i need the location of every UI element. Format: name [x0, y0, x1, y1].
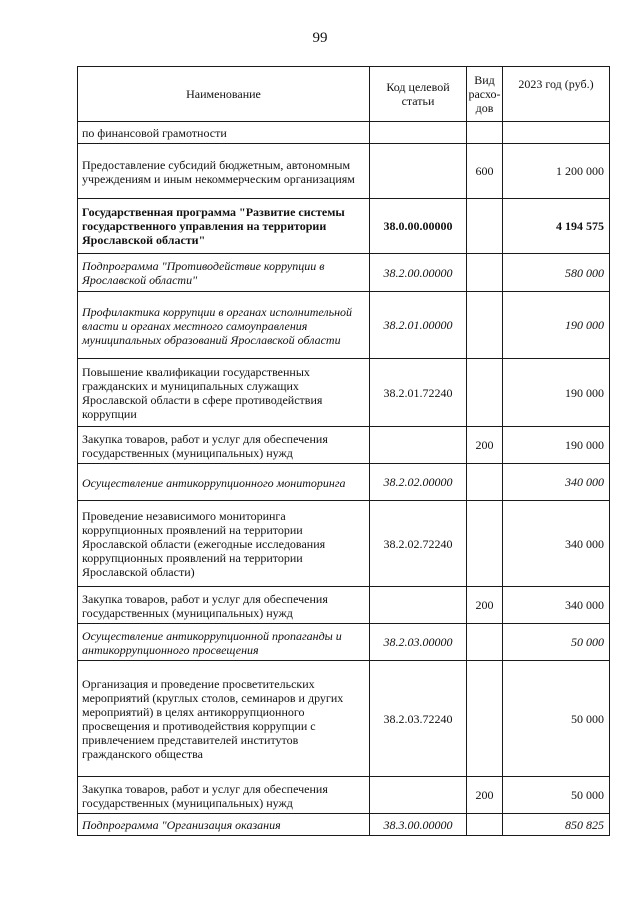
table-row	[78, 501, 610, 587]
table-row	[78, 814, 610, 836]
row-name: Повышение квалификации государственных гражданских и муниципальных служащих Ярославской области в сфере противодействия коррупции	[78, 359, 370, 427]
row-type	[467, 624, 503, 661]
table-row	[78, 427, 610, 464]
row-type: 200	[467, 587, 503, 624]
table-row	[78, 199, 610, 254]
row-type: 200	[467, 427, 503, 464]
row-type	[467, 661, 503, 777]
row-name: Подпрограмма "Организация оказания	[78, 814, 370, 836]
row-code	[370, 587, 467, 624]
row-code: 38.2.03.00000	[370, 624, 467, 661]
row-code	[370, 777, 467, 814]
row-code: 38.2.01.00000	[370, 292, 467, 359]
row-code: 38.2.02.00000	[370, 464, 467, 501]
row-name: Осуществление антикоррупционной пропаганды и антикоррупционного просвещения	[78, 624, 370, 661]
table-row	[78, 359, 610, 427]
row-amount: 190 000	[503, 427, 610, 464]
row-amount: 190 000	[503, 292, 610, 359]
row-amount: 340 000	[503, 501, 610, 587]
row-amount: 580 000	[503, 254, 610, 292]
table-row	[78, 777, 610, 814]
page-number: 99	[312, 30, 328, 46]
row-code	[370, 122, 467, 144]
row-code: 38.2.01.72240	[370, 359, 467, 427]
row-name: Закупка товаров, работ и услуг для обеспечения государственных (муниципальных) нужд	[78, 587, 370, 624]
row-amount: 1 200 000	[503, 144, 610, 199]
row-type	[467, 501, 503, 587]
row-code	[370, 144, 467, 199]
budget-table	[77, 66, 610, 836]
row-name: Осуществление антикоррупционного мониторинга	[78, 464, 370, 501]
row-amount: 850 825	[503, 814, 610, 836]
row-name: Закупка товаров, работ и услуг для обеспечения государственных (муниципальных) нужд	[78, 777, 370, 814]
row-name: Подпрограмма "Противодействие коррупции в Ярославской области"	[78, 254, 370, 292]
row-type	[467, 464, 503, 501]
row-name: Закупка товаров, работ и услуг для обеспечения государственных (муниципальных) нужд	[78, 427, 370, 464]
row-amount: 190 000	[503, 359, 610, 427]
row-type	[467, 199, 503, 254]
row-amount: 50 000	[503, 624, 610, 661]
row-amount: 50 000	[503, 661, 610, 777]
row-amount: 4 194 575	[503, 199, 610, 254]
row-name: Предоставление субсидий бюджетным, автономным учреждениям и иным некоммерческим организациям	[78, 144, 370, 199]
row-type	[467, 292, 503, 359]
row-name: Государственная программа "Развитие системы государственного управления на территории Ярославской области"	[78, 199, 370, 254]
row-type	[467, 254, 503, 292]
row-name: по финансовой грамотности	[78, 122, 370, 144]
row-code: 38.3.00.00000	[370, 814, 467, 836]
table-row	[78, 587, 610, 624]
table-row	[78, 122, 610, 144]
row-type	[467, 122, 503, 144]
row-amount: 50 000	[503, 777, 610, 814]
header-code: Код целевой статьи	[370, 67, 467, 122]
row-code: 38.0.00.00000	[370, 199, 467, 254]
row-code: 38.2.03.72240	[370, 661, 467, 777]
row-type	[467, 359, 503, 427]
table-row	[78, 464, 610, 501]
table-row	[78, 292, 610, 359]
row-code: 38.2.02.72240	[370, 501, 467, 587]
table-row	[78, 624, 610, 661]
header-amount: 2023 год (руб.)	[503, 67, 610, 122]
row-name: Проведение независимого мониторинга коррупционных проявлений на территории Ярославской области (ежегодные исследования коррупционных проявлений на территории Ярославской области)	[78, 501, 370, 587]
header-name: Наименование	[78, 67, 370, 122]
table-row	[78, 144, 610, 199]
row-type: 600	[467, 144, 503, 199]
table-row	[78, 661, 610, 777]
row-amount: 340 000	[503, 587, 610, 624]
table-row	[78, 254, 610, 292]
row-amount	[503, 122, 610, 144]
row-amount: 340 000	[503, 464, 610, 501]
row-name: Организация и проведение просветительских мероприятий (круглых столов, семинаров и других мероприятий) в целях антикоррупционного просвещения и противодействия коррупции с привлечением представителей институтов гражданского общества	[78, 661, 370, 777]
header-type: Вид расхо- дов	[467, 67, 503, 122]
row-name: Профилактика коррупции в органах исполнительной власти и органах местного самоуправления муниципальных образований Ярославской области	[78, 292, 370, 359]
row-type	[467, 814, 503, 836]
row-type: 200	[467, 777, 503, 814]
table-header-row	[78, 67, 610, 122]
row-code: 38.2.00.00000	[370, 254, 467, 292]
row-code	[370, 427, 467, 464]
